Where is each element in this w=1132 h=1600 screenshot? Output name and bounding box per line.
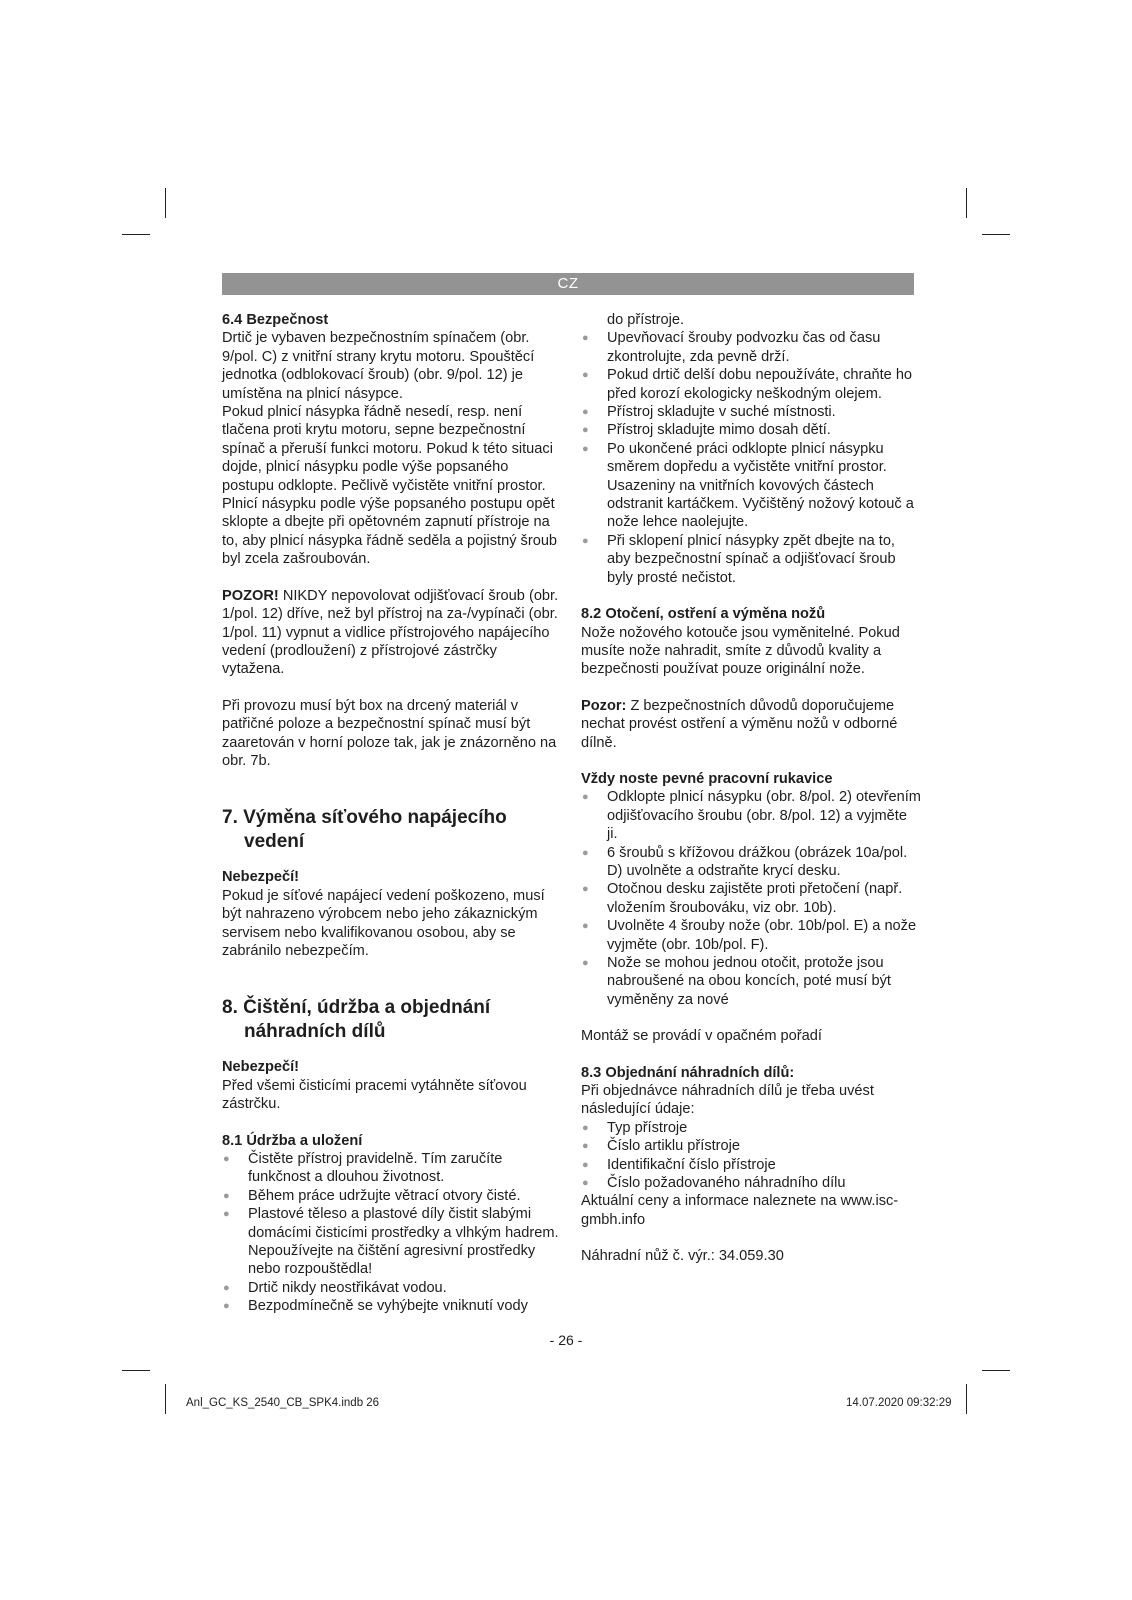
paragraph: Montáž se provádí v opačném pořadí [581, 1028, 822, 1045]
section-8-2-title: 8.2 Otočení, ostření a výměna nožů [581, 606, 826, 623]
section-7-title: 7. Výměna síťového napájecího vedení [222, 807, 507, 853]
list-item: ● Uvolněte 4 šrouby nože (obr. 10b/pol. E) a nože vyjměte (obr. 10b/pol. F). [581, 917, 921, 954]
right-column [581, 311, 921, 1266]
maintenance-list-continued [581, 329, 921, 587]
warning-label: Pozor: [581, 697, 627, 714]
list-item: ● Během práce udržujte větrací otvory čisté. [222, 1187, 562, 1205]
list-item: ● Při sklopení plnicí násypky zpět dbejte na to, aby bezpečnostní spínač a odjišťovací šroub byly prosté nečistot. [581, 532, 921, 587]
list-item: ● Otočnou desku zajistěte proti přetočení (např. vložením šroubováku, viz obr. 10b). [581, 880, 921, 917]
knife-steps-list [581, 788, 921, 1009]
language-header-bar [222, 273, 914, 295]
crop-mark [122, 1370, 150, 1371]
danger-label: Nebezpečí! [222, 869, 300, 886]
danger-label: Nebezpečí! [222, 1059, 300, 1076]
crop-mark [165, 1384, 166, 1414]
crop-mark [982, 234, 1010, 235]
warning-text: NIKDY nepovolovat odjišťovací šroub (obr. 1/pol. 12) dříve, než byl přístroj na za-/vypínači (obr. 1/pol. 11) vypnut a vidlice přístrojového napájecího vedení (prodloužení) z přístrojové zástrčky vytažena. [222, 587, 559, 678]
list-item: ● Nože se mohou jednou otočit, protože jsou nabroušené na obou koncích, poté musí být vyměněny za nové [581, 954, 921, 1009]
paragraph: Drtič je vybaven bezpečnostním spínačem (obr. 9/pol. C) z vnitřní strany krytu motoru. Spouštěcí jednotka (odblokovací šroub) (obr. 9/pol. 12) je umístěna na plnicí násypce. [222, 330, 535, 402]
list-item: ● Plastové těleso a plastové díly čistit slabými domácími čisticími prostředky a vlhkým hadrem. Nepoužívejte na čištění agresivní prostředky nebo rozpouštědla! [222, 1205, 562, 1279]
list-item: ● Pokud drtič delší dobu nepoužíváte, chraňte ho před korozí ekologicky neškodným olejem. [581, 366, 921, 403]
list-item: ● Drtič nikdy neostřikávat vodou. [222, 1279, 562, 1297]
order-info-list [581, 1119, 921, 1193]
list-item: ● Čistěte přístroj pravidelně. Tím zaručíte funkčnost a dlouhou životnost. [222, 1150, 562, 1187]
list-item: ● Identifikační číslo přístroje [581, 1156, 921, 1174]
list-item: ● Po ukončené práci odklopte plnicí násypku směrem dopředu a vyčistěte vnitřní prostor. Usazeniny na vnitřních kovových částech odstranit kartáčkem. Vyčištěný nožový kotouč a nože lehce naolejujte. [581, 440, 921, 532]
list-item: ● Upevňovací šrouby podvozku čas od času zkontrolujte, zda pevně drží. [581, 329, 921, 366]
warning-paragraph [222, 587, 562, 679]
list-continuation: do přístroje. [607, 312, 685, 328]
left-column [222, 311, 562, 1316]
list-item: ● Přístroj skladujte v suché místnosti. [581, 403, 921, 421]
list-item: ● Přístroj skladujte mimo dosah dětí. [581, 421, 921, 439]
footer-filename: Anl_GC_KS_2540_CB_SPK4.indb 26 [186, 1397, 380, 1409]
crop-mark [982, 1370, 1010, 1371]
list-item: ● 6 šroubů s křížovou drážkou (obrázek 10a/pol. D) uvolněte a odstraňte krycí desku. [581, 844, 921, 881]
section-8-3-title: 8.3 Objednání náhradních dílů: [581, 1064, 795, 1081]
crop-mark [122, 234, 150, 235]
language-code: CZ [557, 275, 579, 292]
warning-text: Z bezpečnostních důvodů doporučujeme nechat provést ostření a výměnu nožů v odborné dílně. [581, 697, 898, 751]
paragraph: Před všemi čisticími pracemi vytáhněte síťovou zástrčku. [222, 1077, 527, 1113]
section-8-title: 8. Čištění, údržba a objednání náhradních dílů [222, 997, 491, 1043]
list-item: ● Číslo artiklu přístroje [581, 1137, 921, 1155]
list-item: ● Typ přístroje [581, 1119, 921, 1137]
list-item: ● Odklopte plnicí násypku (obr. 8/pol. 2) otevřením odjišťovacího šroubu (obr. 8/pol. 12) a vyjměte ji. [581, 788, 921, 843]
list-item: ● Číslo požadovaného náhradního dílu [581, 1174, 921, 1192]
paragraph: Pokud plnicí násypka řádně nesedí, resp. není tlačena proti krytu motoru, sepne bezpečnostní spínač a přeruší funkci motoru. Pokud k této situaci dojde, plnicí násypku podle výše popsaného postupu odklopte. Pečlivě vyčistěte vnitřní prostor. Plnicí násypku podle výše popsaného postupu opět sklopte a dbejte při opětovném zapnutí přístroje na to, aby plnicí násypka řádně seděla a pojistný šroub byl zcela zašroubován. [222, 404, 558, 568]
paragraph: Při objednávce náhradních dílů je třeba uvést následující údaje: [581, 1083, 874, 1118]
paragraph: Při provozu musí být box na drcený materiál v patřičné poloze a bezpečnostní spínač musí být zaaretován v horní poloze tak, jak je znázorněno na obr. 7b. [222, 697, 557, 769]
maintenance-list [222, 1150, 562, 1316]
gloves-title: Vždy noste pevné pracovní rukavice [581, 770, 833, 787]
section-8-1-title: 8.1 Údržba a uložení [222, 1132, 363, 1149]
paragraph: Aktuální ceny a informace naleznete na www.isc-gmbh.info [581, 1193, 899, 1228]
crop-mark [966, 188, 967, 218]
paragraph: Pokud je síťové napájecí vedení poškozeno, musí být nahrazeno výrobcem nebo jeho zákaznickým servisem nebo kvalifikovanou osobou, aby se zabránilo nebezpečím. [222, 887, 545, 959]
section-6-4-title: 6.4 Bezpečnost [222, 312, 329, 328]
crop-mark [966, 1384, 967, 1414]
crop-mark [165, 188, 166, 218]
warning-paragraph [581, 697, 921, 752]
paragraph: Nože nožového kotouče jsou vyměnitelné. Pokud musíte nože nahradit, smíte z důvodů kvality a bezpečnosti používat pouze originální nože. [581, 624, 900, 678]
warning-label: POZOR! [222, 587, 279, 604]
footer-timestamp: 14.07.2020 09:32:29 [846, 1397, 952, 1409]
page-number: - 26 - [549, 1332, 583, 1348]
list-item: ● Bezpodmínečně se vyhýbejte vniknutí vody [222, 1297, 562, 1315]
spare-knife-number: Náhradní nůž č. výr.: 34.059.30 [581, 1248, 784, 1265]
